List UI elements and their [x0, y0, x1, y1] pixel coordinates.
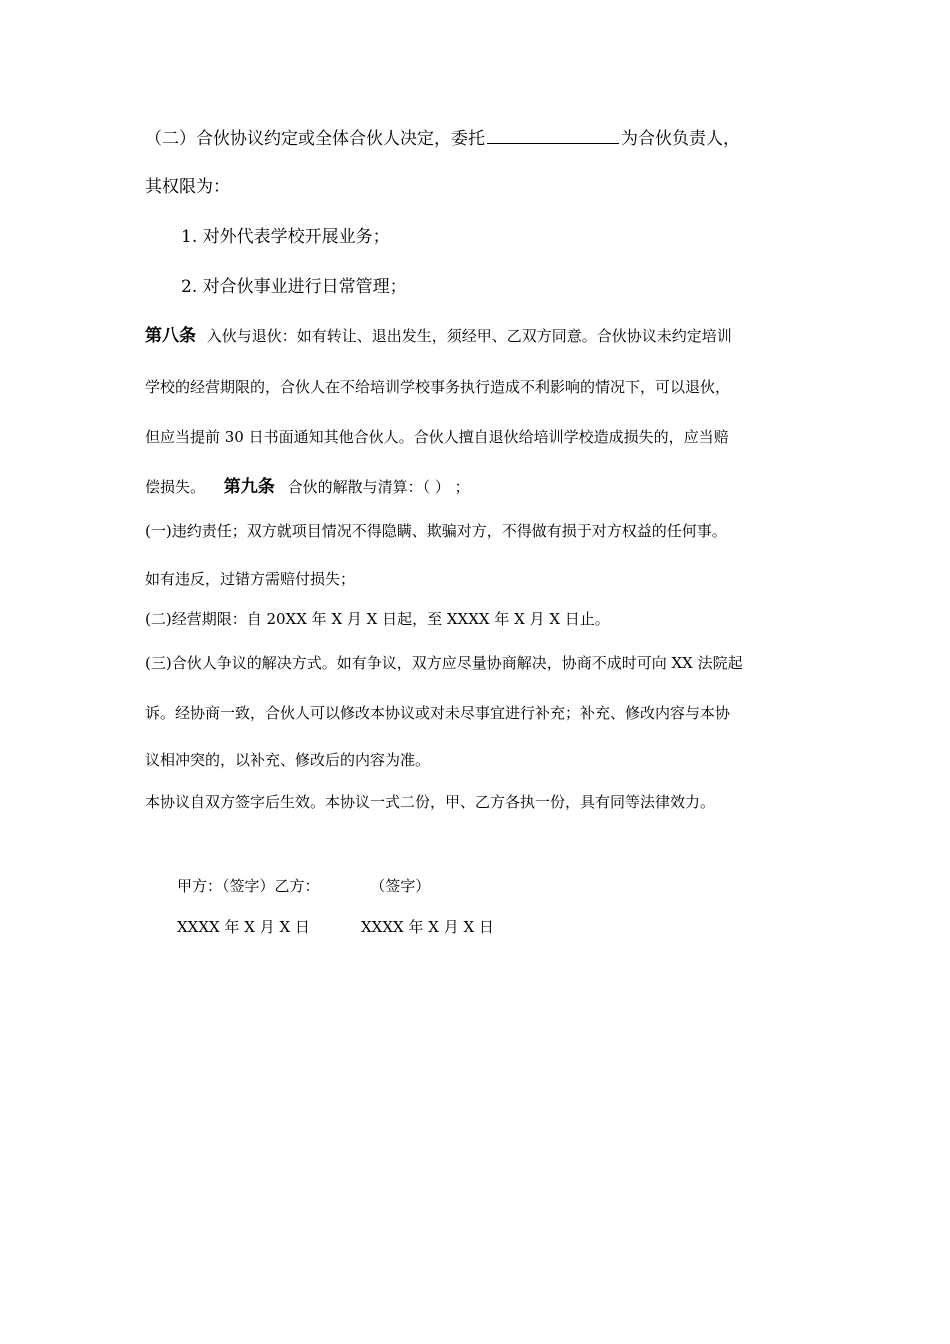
- signature-party-a-and-b: 甲方：（签字）乙方：: [177, 877, 320, 895]
- article-8-line-2: 学校的经营期限的，合伙人在不给培训学校事务执行造成不利影响的情况下，可以退伙，: [145, 378, 731, 396]
- article-9-title: 合伙的解散与清算：（ ） ；: [287, 478, 470, 496]
- article-9-item-1-line-1: (一)违约责任；双方就项目情况不得隐瞒、欺骗对方，不得做有损于对方权益的任何事。: [145, 522, 727, 540]
- article-8-line-4-with-article-9: [145, 479, 470, 496]
- article-8-text-end: 偿损失。: [145, 478, 206, 496]
- clause-2-text-after: 为合伙负责人，: [621, 129, 740, 149]
- article-8-text: 入伙与退伙：如有转让、退出发生，须经甲、乙双方同意。合伙协议未约定培训: [206, 327, 732, 345]
- article-9-item-1-line-2: 如有违反，过错方需赔付损失；: [145, 570, 356, 588]
- clause-2-line: [145, 129, 740, 148]
- signature-party-b-sign: （签字）: [370, 877, 431, 895]
- article-9-item-3-line-1: (三)合伙人争议的解决方式。如有争议，双方应尽量协商解决，协商不成时可向 XX 法院起: [145, 654, 743, 672]
- article-9-item-2: (二)经营期限：自 20XX 年 X 月 X 日起，至 XXXX 年 X 月 X 日止。: [145, 610, 610, 628]
- authority-item-2: 2. 对合伙事业进行日常管理；: [181, 277, 407, 297]
- blank-underline: [487, 129, 619, 144]
- authority-item-1: 1. 对外代表学校开展业务；: [181, 227, 390, 247]
- clause-2-text-before: （二）合伙协议约定或全体合伙人决定，委托: [145, 129, 485, 149]
- article-8-heading: 第八条: [145, 326, 196, 346]
- article-9-item-3-line-3: 议相冲突的，以补充、修改后的内容为准。: [145, 751, 431, 769]
- article-8-line-1: [145, 328, 732, 345]
- article-8-line-3: 但应当提前 30 日书面通知其他合伙人。合伙人擅自退伙给培训学校造成损失的，应当赔: [145, 428, 729, 446]
- signature-date-party-a: XXXX 年 X 月 X 日: [177, 918, 310, 936]
- clause-2-continuation: 其权限为：: [145, 177, 230, 197]
- effective-clause: 本协议自双方签字后生效。本协议一式二份，甲、乙方各执一份，具有同等法律效力。: [145, 793, 716, 811]
- signature-date-party-b: XXXX 年 X 月 X 日: [361, 918, 494, 936]
- signature-line: [177, 879, 430, 894]
- article-9-item-3-line-2: 诉。经协商一致，合伙人可以修改本协议或对未尽事宜进行补充；补充、修改内容与本协: [145, 704, 731, 722]
- article-9-heading: 第九条: [223, 477, 275, 497]
